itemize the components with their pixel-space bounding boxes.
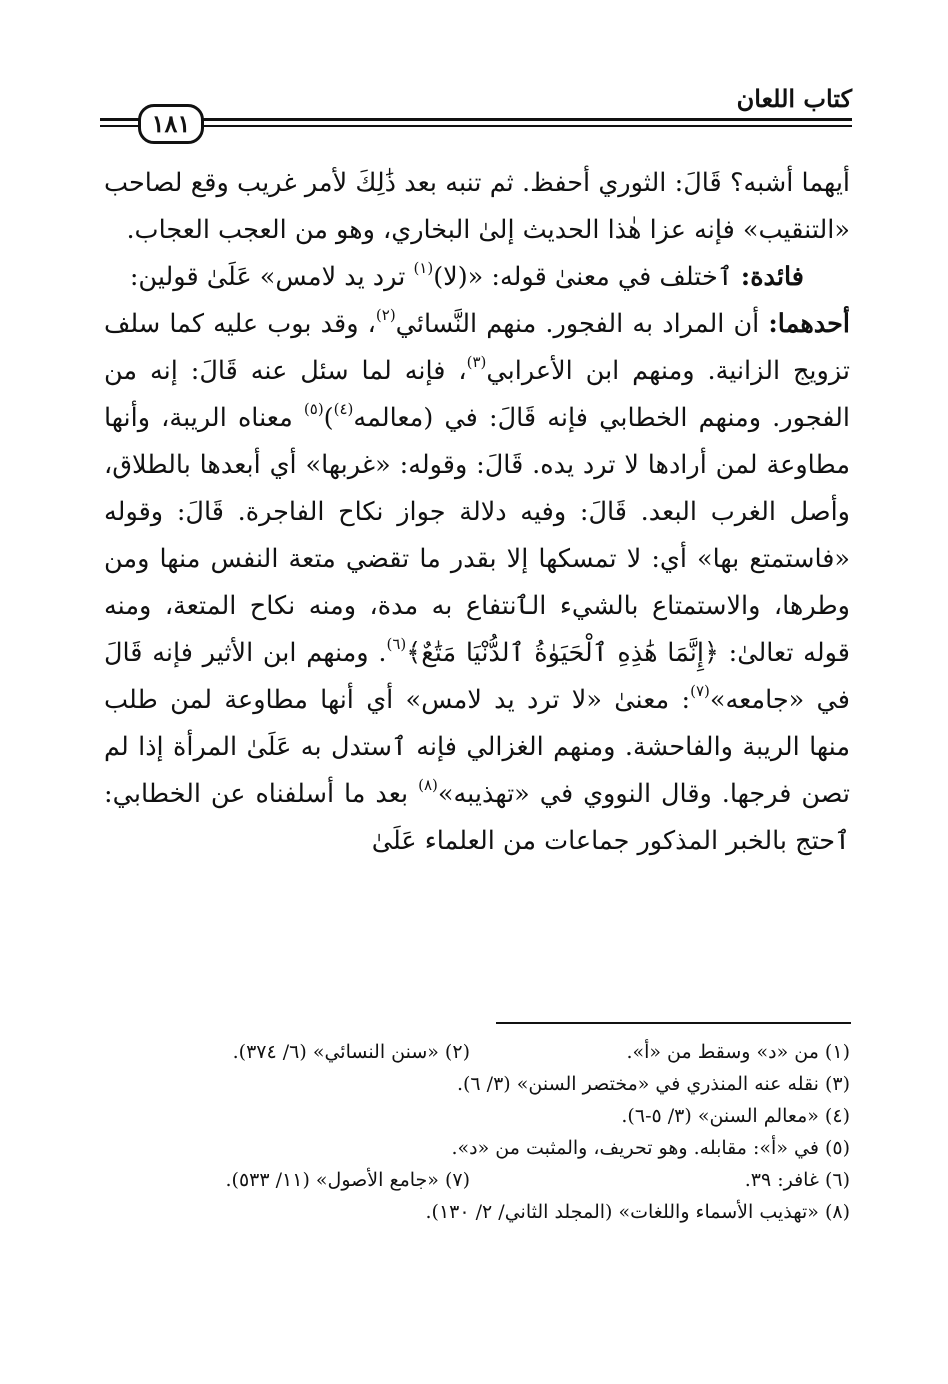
footnote-ref: (٥): [303, 399, 324, 418]
paragraph-text: ): [323, 403, 334, 433]
footnotes: [180, 1036, 850, 1228]
paragraph-text: ، فإنه لما سئل عنه قَالَ: إنه من الفجور. ومنهم الخطابي فإنه قَالَ: في (معالمه: [104, 356, 850, 433]
paragraph-text: بعد ما أسلفناه عن الخطابي: ٱحتج بالخبر المذكور جماعات من العلماء عَلَىٰ: [104, 779, 850, 856]
footnote-row: [180, 1164, 850, 1196]
paragraph: [104, 160, 850, 254]
page-header: [100, 84, 852, 144]
footnote-row: [180, 1196, 850, 1228]
footnote-7: (٧) «جامع الأصول» (١١/ ٥٣٣).: [225, 1169, 470, 1191]
paragraph-text: أيهما أشبه؟ قَالَ: الثوري أحفظ. ثم تنبه بعد ذَٰلِكَ لأمر غريب وقع لصاحب «التنقيب» فإنه عزا هٰذا الحديث إلىٰ البخاري، وهو من العجب العجاب.: [104, 168, 850, 245]
footnote-6: (٦) غافر: ٣٩.: [744, 1169, 850, 1191]
footnote-row: [180, 1100, 850, 1132]
paragraph: [104, 301, 850, 865]
paragraph-text: ، وقد بوب عليه كما سلف تزويج الزانية. ومنهم ابن الأعرابي: [104, 309, 851, 386]
footnote-5: (٥) في «أ»: مقابله. وهو تحريف، والمثبت من «د».: [451, 1137, 850, 1159]
footnote-ref: (٧): [690, 681, 710, 700]
header-rule: [192, 118, 852, 121]
footnote-ref: (٦): [386, 634, 407, 653]
footnote-separator: [496, 1022, 851, 1024]
header-rule: [100, 118, 140, 121]
footnote-8: (٨) «تهذيب الأسماء واللغات» (المجلد الثاني/ ٢/ ١٣٠).: [425, 1201, 850, 1223]
paragraph: [104, 254, 850, 301]
footnote-row: [180, 1036, 850, 1068]
footnote-ref: (٣): [466, 352, 487, 371]
footnote-row: [180, 1068, 850, 1100]
footnote-4: (٤) «معالم السنن» (٣/ ٥-٦).: [621, 1105, 850, 1127]
quran-quote: ﴿إِنَّمَا هَٰذِهِ ٱلْحَيَوٰةُ ٱلدُّنْيَا مَتَٰعٌ﴾: [406, 638, 719, 668]
point-label: أحدهما:: [768, 309, 850, 339]
paragraph-text: ترد يد لامس» عَلَىٰ قولين:: [129, 262, 414, 292]
footnote-ref: (٢): [375, 305, 396, 324]
paragraph-text: ٱختلف في معنىٰ قوله: «(لا): [433, 262, 741, 292]
footnote-ref: (٨): [418, 775, 438, 794]
footnote-ref: (١): [413, 258, 434, 277]
paragraph-text: أن المراد به الفجور. منهم النَّسائي: [395, 309, 769, 339]
main-text: [104, 160, 850, 865]
header-rule: [192, 125, 852, 127]
footnote-3: (٣) نقله عنه المنذري في «مختصر السنن» (٣/ ٦).: [456, 1073, 850, 1095]
footnote-2: (٢) «سنن النسائي» (٦/ ٣٧٤).: [232, 1041, 470, 1063]
page-number: ١٨١: [138, 104, 204, 144]
paragraph-text: : معنىٰ «لا ترد يد لامس» أي أنها مطاوعة لمن طلب منها الريبة والفاحشة. ومنهم الغزالي فإنه ٱستدل به عَلَىٰ المرأة إذا لم تصن فرجها. وقال النووي في «تهذيبه»: [104, 685, 850, 809]
header-rule: [100, 125, 140, 127]
note-label: فائدة:: [740, 262, 804, 292]
paragraph-text: معناه الريبة، وأنها مطاوعة لمن أرادها لا ترد يده. قَالَ: وقوله: «غربها» أي أبعدها بالطلاق، وأصل الغرب البعد. قَالَ: وفيه دلالة جواز نكاح الفاجرة. قَالَ: وقوله «فاستمتع بها» أي: لا تمسكها إلا بقدر ما تقضي متعة النفس منها ومن وطرها، والاستمتاع بالشيء الٱنتفاع به مدة، ومنه نكاح المتعة، ومنه قوله تعالىٰ:: [104, 403, 850, 668]
footnote-ref: (٤): [333, 399, 354, 418]
paragraph-text: . ومنهم ابن الأثير فإنه قَالَ في «جامعه»: [104, 638, 850, 715]
footnote-row: [180, 1132, 850, 1164]
footnote-1: (١) من «د» وسقط من «أ».: [626, 1041, 850, 1063]
running-title: كتاب اللعان: [736, 84, 852, 113]
